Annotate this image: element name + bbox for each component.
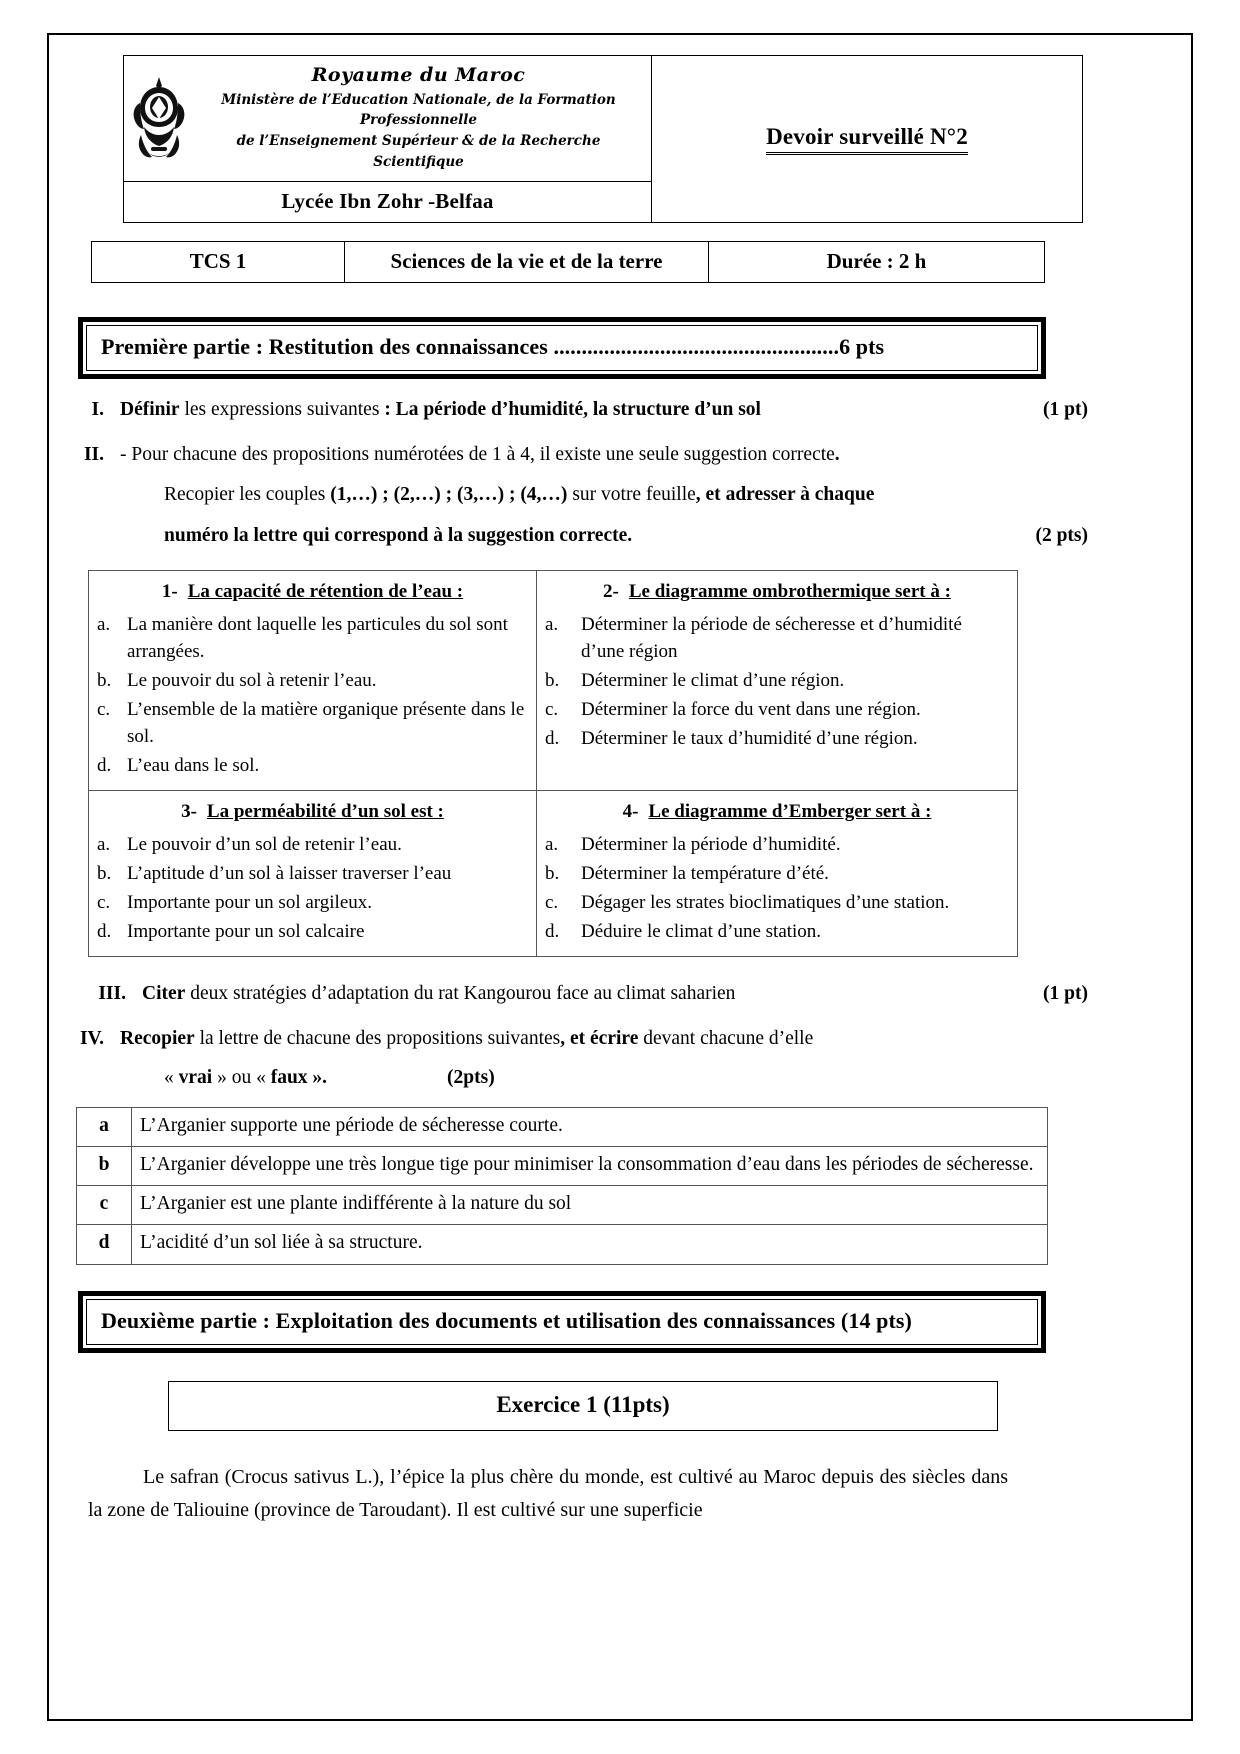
- mcq-option[interactable]: [545, 612, 1009, 666]
- option-text: Déterminer la force du vent dans une région.: [581, 699, 921, 721]
- header-right-cell: [652, 56, 1082, 222]
- option-key: a.: [545, 833, 559, 855]
- question-1-terms: : La période d’humidité, la structure d’un sol: [384, 399, 761, 421]
- question-2-line3: numéro la lettre qui correspond à la suggestion correcte.: [164, 524, 633, 546]
- duration-cell: Durée : 2 h: [826, 249, 927, 274]
- ministry-line-2: Ministère de l’Education Nationale, de la Formation Professionnelle: [221, 91, 616, 129]
- header-left-cell: [124, 56, 652, 222]
- mcq-heading-2: [545, 579, 1009, 606]
- option-key: a.: [97, 833, 111, 855]
- question-2-line2-a: Recopier les couples: [164, 483, 331, 505]
- question-1-text: les expressions suivantes: [179, 399, 385, 421]
- question-1-number: I.: [91, 399, 104, 421]
- tf-letter: d: [77, 1225, 132, 1264]
- table-row: [89, 571, 1018, 791]
- question-3-verb: Citer: [142, 982, 186, 1004]
- question-2-line3-wrap: [164, 521, 1088, 550]
- mcq-title-1: La capacité de rétention de l’eau :: [187, 581, 464, 603]
- question-3-body: [142, 979, 1088, 1008]
- tf-statement[interactable]: L’Arganier est une plante indifférente à la nature du sol: [132, 1186, 1048, 1225]
- mcq-cell-4: [537, 791, 1018, 957]
- mcq-heading-3: [97, 799, 528, 826]
- mcq-option[interactable]: [545, 890, 1009, 917]
- mcq-option[interactable]: [545, 861, 1009, 888]
- mcq-option[interactable]: [97, 697, 528, 751]
- question-3: [68, 979, 1088, 1008]
- table-row: [89, 791, 1018, 957]
- option-text: Déterminer la température d’été.: [581, 862, 829, 884]
- option-text: Importante pour un sol argileux.: [127, 891, 373, 913]
- question-4-text3: devant chacune d’elle: [638, 1028, 814, 1050]
- question-4-faux: faux: [270, 1067, 308, 1089]
- mcq-option[interactable]: [545, 832, 1009, 859]
- question-3-text: deux stratégies d’adaptation du rat Kangourou face au climat saharien: [185, 982, 736, 1004]
- tf-letter: a: [77, 1107, 132, 1146]
- exercise-1-title-box: Exercice 1 (11pts): [168, 1381, 998, 1431]
- option-key: c.: [97, 699, 111, 721]
- table-row: [77, 1225, 1048, 1264]
- question-1-body: [120, 395, 1088, 424]
- mcq-number-4: 4-: [622, 801, 639, 823]
- option-key: b.: [97, 862, 112, 884]
- exam-title: Devoir surveillé N°2: [766, 124, 968, 155]
- question-2-line2-e: adresser à chaque: [725, 483, 875, 505]
- part2-banner: [78, 1291, 1046, 1353]
- question-4-q-open: «: [164, 1067, 179, 1089]
- class-cell: TCS 1: [92, 242, 345, 282]
- mcq-option[interactable]: [97, 832, 528, 859]
- question-2-line2-c: sur votre feuille: [567, 483, 696, 505]
- ministry-block: [124, 56, 651, 182]
- option-text: Déduire le climat d’une station.: [581, 920, 822, 942]
- exercise-1-paragraph: [88, 1461, 1008, 1527]
- table-row: [77, 1186, 1048, 1225]
- question-4-points: (2pts): [447, 1067, 495, 1089]
- ministry-line-3: de l’Enseignement Supérieur & de la Recherche Scientifique: [236, 133, 601, 171]
- mcq-heading-1: [97, 579, 528, 606]
- mcq-title-4: Le diagramme d’Emberger sert à :: [648, 801, 932, 823]
- question-1-points: (1 pt): [1043, 399, 1088, 421]
- option-text: Le pouvoir d’un sol de retenir l’eau.: [127, 833, 402, 855]
- tf-statement[interactable]: L’acidité d’un sol liée à sa structure.: [132, 1225, 1048, 1264]
- option-text: Dégager les strates bioclimatiques d’une station.: [581, 891, 950, 913]
- option-text: Importante pour un sol calcaire: [127, 920, 365, 942]
- option-key: c.: [97, 891, 111, 913]
- part2-banner-text: Deuxième partie : Exploitation des documents et utilisation des connaissances (14 pts): [101, 1307, 912, 1333]
- question-1: [68, 395, 1088, 424]
- option-key: b.: [97, 670, 112, 692]
- exercise-1-paragraph-text: Le safran (Crocus sativus L.), l’épice la plus chère du monde, est cultivé au Maroc depuis des siècles dans la zone de Taliouine (province de Taroudant). Il est cultivé sur une superficie: [88, 1465, 1008, 1521]
- option-key: c.: [545, 699, 559, 721]
- question-2-couples: (1,…) ; (2,…) ; (3,…) ; (4,…): [330, 483, 568, 505]
- true-false-table: [76, 1107, 1048, 1265]
- mcq-option[interactable]: [545, 697, 1009, 724]
- option-key: a.: [545, 614, 559, 636]
- question-2-number: II.: [83, 444, 104, 466]
- question-4-line1: [120, 1024, 1088, 1053]
- option-text: Déterminer le taux d’humidité d’une région.: [581, 728, 918, 750]
- table-row: [77, 1146, 1048, 1185]
- table-row: [77, 1107, 1048, 1146]
- question-4-line2: [164, 1063, 1088, 1092]
- mcq-option[interactable]: [97, 753, 528, 780]
- question-4-verb: Recopier: [120, 1028, 195, 1050]
- option-key: d.: [97, 755, 112, 777]
- tf-letter: c: [77, 1186, 132, 1225]
- question-3-points: (1 pt): [1043, 982, 1088, 1004]
- option-text: L’aptitude d’un sol à laisser traverser l’eau: [127, 862, 452, 884]
- mcq-cell-2: [537, 571, 1018, 791]
- subject-cell: Sciences de la vie et de la terre: [345, 242, 709, 282]
- tf-letter: b: [77, 1146, 132, 1185]
- part1-banner-text: Première partie : Restitution des connaissances ...................................................6 pts: [101, 334, 885, 360]
- question-2-body: [120, 440, 1088, 550]
- mcq-option[interactable]: [97, 919, 528, 946]
- mcq-title-2: Le diagramme ombrothermique sert à :: [628, 581, 951, 603]
- ministry-text: [190, 62, 647, 173]
- country-title: Royaume du Maroc: [311, 64, 526, 86]
- question-4-text1: la lettre de chacune des propositions suivantes: [194, 1028, 561, 1050]
- option-text: La manière dont laquelle les particules du sol sont arrangées.: [127, 614, 508, 663]
- question-4-ou: » ou «: [212, 1067, 271, 1089]
- question-4-verb2: écrire: [590, 1028, 639, 1050]
- option-text: Le pouvoir du sol à retenir l’eau.: [127, 670, 377, 692]
- option-text: L’eau dans le sol.: [127, 755, 260, 777]
- mcq-table: [88, 570, 1018, 957]
- mcq-option[interactable]: [97, 861, 528, 888]
- question-1-verb: Définir: [120, 399, 180, 421]
- mcq-option[interactable]: [545, 919, 1009, 946]
- question-2-line1-end: .: [834, 444, 840, 466]
- mcq-option[interactable]: [545, 726, 1009, 753]
- question-4-body: [120, 1024, 1088, 1093]
- question-4-vrai: vrai: [178, 1067, 213, 1089]
- mcq-number-1: 1-: [161, 581, 178, 603]
- option-key: d.: [97, 920, 112, 942]
- mcq-option[interactable]: [97, 668, 528, 695]
- option-key: d.: [545, 728, 560, 750]
- document-header: [123, 55, 1083, 223]
- part2-banner-inner: [86, 1299, 1038, 1345]
- mcq-number-3: 3-: [181, 801, 197, 823]
- mcq-option[interactable]: [97, 612, 528, 666]
- mcq-number-2: 2-: [603, 581, 619, 603]
- mcq-option[interactable]: [545, 668, 1009, 695]
- option-key: b.: [545, 862, 560, 884]
- question-4-q-close: ».: [307, 1067, 328, 1089]
- part1-banner-inner: [86, 325, 1038, 371]
- tf-statement[interactable]: L’Arganier supporte une période de sécheresse courte.: [132, 1107, 1048, 1146]
- coat-of-arms-icon: [128, 75, 190, 161]
- mcq-cell-1: [89, 571, 537, 791]
- school-name: Lycée Ibn Zohr -Belfaa: [281, 189, 494, 214]
- question-4: [68, 1024, 1088, 1093]
- tf-statement[interactable]: L’Arganier développe une très longue tige pour minimiser la consommation d’eau dans les périodes de sécheresse.: [132, 1146, 1048, 1185]
- question-2-points: (2 pts): [1035, 524, 1088, 546]
- question-2: [68, 440, 1088, 550]
- mcq-title-3: La perméabilité d’un sol est :: [206, 801, 444, 823]
- question-2-line2: [164, 480, 1088, 509]
- page-content: [68, 55, 1088, 1527]
- mcq-cell-3: [89, 791, 537, 957]
- question-2-line1: - Pour chacune des propositions numérotées de 1 à 4, il existe une seule suggestion correcte: [120, 444, 835, 466]
- part1-banner: [78, 317, 1046, 379]
- question-3-number: III.: [98, 982, 126, 1004]
- question-4-number: IV.: [79, 1028, 104, 1050]
- option-text: Déterminer la période d’humidité.: [581, 833, 841, 855]
- option-text: L’ensemble de la matière organique présente dans le sol.: [127, 699, 525, 748]
- option-key: c.: [545, 891, 559, 913]
- option-text: Déterminer la période de sécheresse et d’humidité d’une région: [581, 614, 962, 663]
- option-key: a.: [97, 614, 111, 636]
- option-key: d.: [545, 920, 560, 942]
- question-2-line2-d: , et: [695, 483, 726, 505]
- mcq-heading-4: [545, 799, 1009, 826]
- option-key: b.: [545, 670, 560, 692]
- exam-info-row: [91, 241, 1045, 283]
- option-text: Déterminer le climat d’une région.: [581, 670, 845, 692]
- question-4-text2: , et: [560, 1028, 591, 1050]
- mcq-option[interactable]: [97, 890, 528, 917]
